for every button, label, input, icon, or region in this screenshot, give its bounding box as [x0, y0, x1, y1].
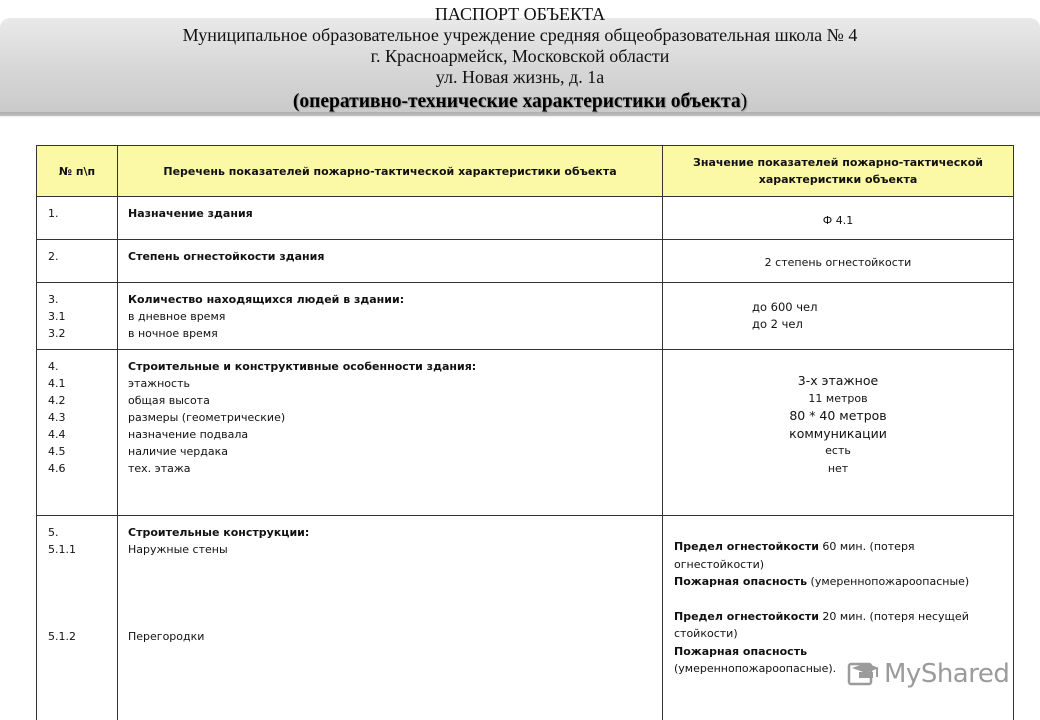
row-number: 4.	[48, 360, 59, 373]
row-item: в ночное время	[128, 327, 218, 340]
row-number: 3.2	[48, 327, 66, 340]
row-number: 4.3	[48, 411, 66, 424]
row-item: Перегородки	[128, 630, 205, 643]
row-value: Ф 4.1	[822, 214, 854, 227]
row-number: 3.	[48, 293, 59, 306]
myshared-watermark	[846, 656, 1009, 692]
col-header-number: № п\п	[37, 146, 118, 197]
row-number-cell	[37, 240, 118, 283]
row-item: назначение подвала	[128, 428, 249, 441]
row-value	[674, 538, 1005, 573]
value-label: Предел огнестойкости	[674, 540, 819, 553]
subtitle-text: (оперативно-технические характеристики объекта	[292, 91, 741, 112]
row-number-cell	[37, 516, 118, 720]
fire-tactical-table	[36, 145, 1014, 720]
row-item: в дневное время	[128, 310, 226, 323]
col-header-indicators: Перечень показателей пожарно-тактической характеристики объекта	[118, 146, 663, 197]
row-description-cell	[118, 197, 663, 240]
row-number: 2.	[48, 250, 59, 263]
row-item: Наружные стены	[128, 543, 228, 556]
table-row	[37, 283, 1014, 350]
row-number: 3.1	[48, 310, 66, 323]
row-value-cell	[663, 350, 1014, 516]
subtitle-close-paren: )	[740, 91, 748, 112]
row-value: 3-х этажное	[797, 373, 879, 388]
table-row	[37, 240, 1014, 283]
value-text: 60 мин. (потеря огнестойкости)	[674, 540, 915, 571]
col-header-values: Значение показателей пожарно-тактической характеристики объекта	[663, 146, 1014, 197]
city-line: г. Красноармейск, Московской области	[370, 46, 670, 66]
row-values	[663, 283, 1013, 333]
row-number-cell	[37, 283, 118, 350]
row-value: коммуникации	[789, 425, 887, 441]
row-number-cell	[37, 197, 118, 240]
row-title: Количество находящихся людей в здании:	[128, 293, 405, 306]
row-number-cell	[37, 350, 118, 516]
row-number: 4.2	[48, 394, 66, 407]
row-value: 80 * 40 метров	[789, 408, 887, 423]
value-label: Пожарная опасность	[674, 575, 808, 588]
row-item: общая высота	[128, 394, 210, 407]
row-number: 4.1	[48, 377, 66, 390]
title-block	[0, 4, 1040, 112]
document-subtitle	[0, 91, 1040, 112]
row-values	[663, 240, 1013, 271]
row-value: есть	[825, 444, 851, 457]
row-values	[663, 197, 1013, 229]
value-text: 20 мин. (потеря несущей стойкости)	[674, 609, 969, 640]
header-band-shadow	[0, 112, 1040, 118]
row-number: 5.1.1	[48, 543, 76, 556]
row-description-cell	[118, 283, 663, 350]
row-number: 1.	[48, 207, 59, 220]
document-title: ПАСПОРТ ОБЪЕКТА	[434, 4, 606, 24]
row-title: Строительные конструкции:	[128, 526, 310, 539]
address-line: ул. Новая жизнь, д. 1а	[435, 67, 605, 87]
row-description-cell	[118, 350, 663, 516]
table-row	[37, 197, 1014, 240]
row-description-cell	[118, 516, 663, 720]
row-description-cell	[118, 240, 663, 283]
row-number: 4.5	[48, 445, 66, 458]
table-row	[37, 350, 1014, 516]
row-title: Назначение здания	[128, 207, 253, 220]
row-item: размеры (геометрические)	[128, 411, 286, 424]
watermark-text: MyShared	[884, 659, 1010, 689]
mortarboard-icon	[846, 659, 880, 689]
row-values	[663, 516, 1013, 678]
value-text: (умереннопожароопасные)	[807, 575, 970, 588]
row-values	[663, 350, 1013, 477]
row-item: тех. этажа	[128, 462, 191, 475]
row-number: 5.	[48, 526, 59, 539]
row-value-cell	[663, 240, 1014, 283]
value-label: Предел огнестойкости	[674, 609, 819, 623]
row-number: 4.4	[48, 428, 66, 441]
value-text: (умереннопожароопасные).	[674, 662, 837, 675]
row-value: до 2 чел	[752, 317, 803, 331]
row-item: наличие чердака	[128, 445, 229, 458]
row-value: 11 метров	[808, 391, 868, 405]
row-value: 2 степень огнестойкости	[764, 256, 912, 269]
row-title: Строительные и конструктивные особенности здания:	[128, 360, 477, 373]
row-value	[674, 608, 1005, 643]
row-number: 4.6	[48, 462, 66, 475]
row-value: нет	[827, 461, 849, 475]
value-label: Пожарная опасность	[674, 644, 808, 658]
value-gap	[674, 591, 1005, 608]
row-value: до 600 чел	[752, 300, 818, 314]
table-header-row	[37, 146, 1014, 197]
row-item: этажность	[128, 377, 190, 390]
row-value	[674, 573, 1005, 591]
row-title: Степень огнестойкости здания	[128, 250, 325, 263]
row-value-cell	[663, 197, 1014, 240]
row-number: 5.1.2	[48, 630, 76, 643]
institution-name: Муниципальное образовательное учреждение средняя общеобразовательная школа № 4	[182, 25, 858, 45]
row-value-cell	[663, 283, 1014, 350]
